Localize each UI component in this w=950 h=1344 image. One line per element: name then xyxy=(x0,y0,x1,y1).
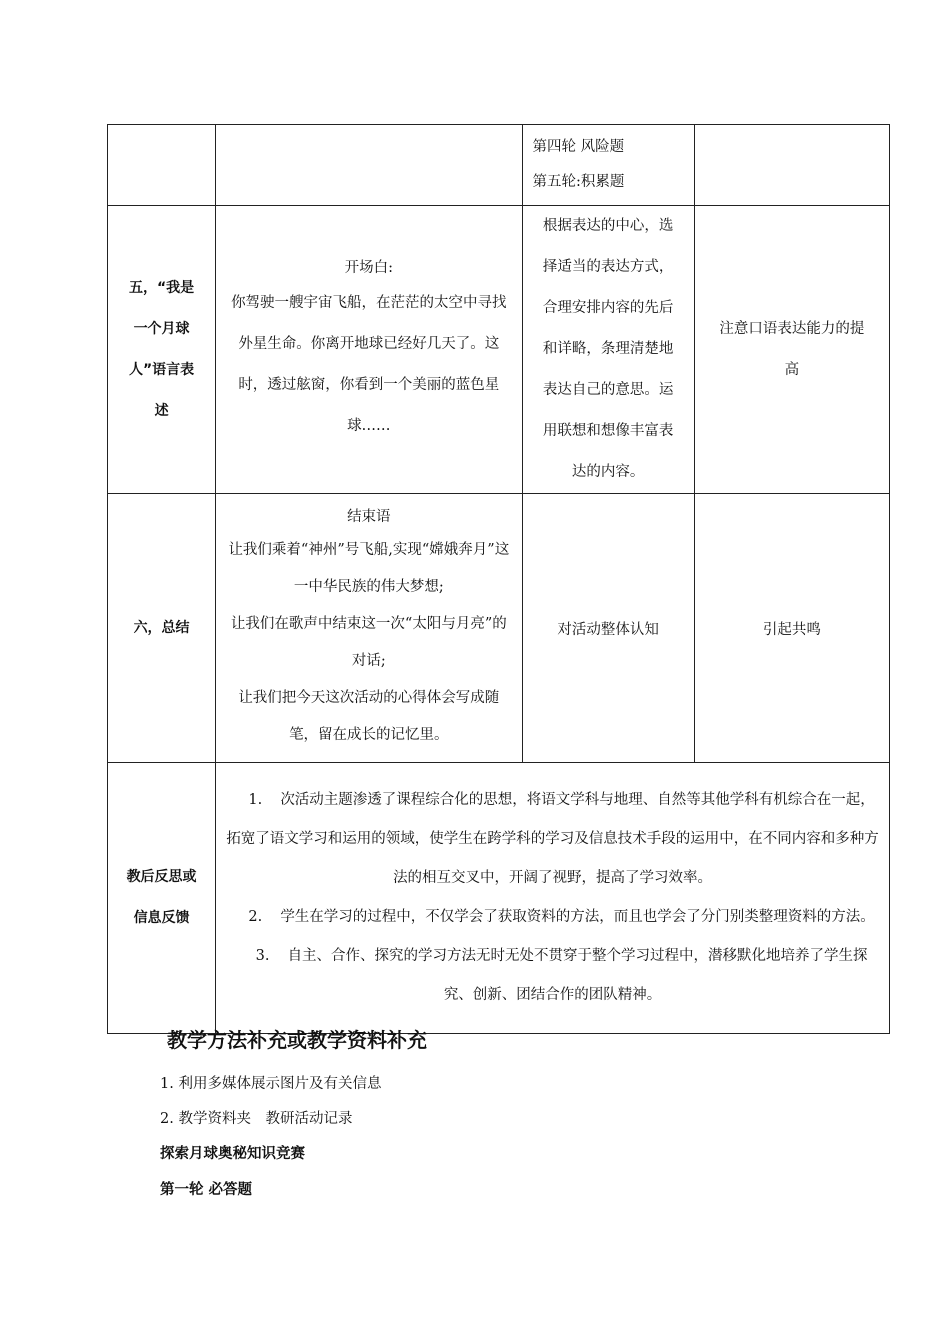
content-line: 让我们把今天这次活动的心得体会写成随笔，留在成长的记忆里。 xyxy=(238,690,500,743)
content-cell xyxy=(216,206,522,494)
goal-cell: 对活动整体认知 xyxy=(522,494,694,763)
item-number: 1. xyxy=(248,792,263,808)
stage-cell: 教后反思或信息反馈 xyxy=(108,763,216,1034)
lesson-plan-table xyxy=(107,124,890,1034)
quiz-title: 探索月球奥秘知识竞赛 xyxy=(160,1146,305,1162)
item-number: 2. xyxy=(248,909,263,925)
stage-cell: 五，“我是一个月球人”语言表述 xyxy=(108,206,216,494)
reflection-item xyxy=(224,937,881,1015)
list-item: 1. 利用多媒体展示图片及有关信息 xyxy=(160,1076,382,1092)
content-line: 让我们乘着“神州”号飞船,实现“嫦娥奔月”这一中华民族的伟大梦想; xyxy=(228,542,510,595)
content-line: 结束语 xyxy=(347,509,391,525)
content-line: 开场白: xyxy=(344,259,394,276)
section-heading: 教学方法补充或教学资料补充 xyxy=(167,1028,427,1052)
stage-cell: 六，总结 xyxy=(108,494,216,763)
quiz-round: 第一轮 必答题 xyxy=(160,1182,253,1198)
list-item: 2. 教学资料夹 教研活动记录 xyxy=(160,1111,353,1127)
content-cell xyxy=(216,494,522,763)
goal-cell xyxy=(522,125,694,206)
item-number: 3. xyxy=(255,948,270,964)
table-row xyxy=(108,494,890,763)
content-line: 你驾驶一艘宇宙飞船，在茫茫的太空中寻找外星生命。你离开地球已经好几天了。这时，透过舷窗，你看到一个美丽的蓝色星球…… xyxy=(231,294,507,434)
note-cell: 注意口语表达能力的提高 xyxy=(694,206,889,494)
goal-line: 第五轮:积累题 xyxy=(532,174,625,190)
content-line: 让我们在歌声中结束这一次“太阳与月亮”的对话; xyxy=(230,616,507,669)
item-text: 次活动主题渗透了课程综合化的思想，将语文学科与地理、自然等其他学科有机综合在一起，拓宽了语文学习和运用的领域，使学生在跨学科的学习及信息技术手段的运用中，在不同内容和多种方法的相互交叉中，开阔了视野，提高了学习效率。 xyxy=(226,792,879,886)
goal-cell: 根据表达的中心，选择适当的表达方式，合理安排内容的先后和详略，条理清楚地表达自己的意思。运用联想和想像丰富表达的内容。 xyxy=(522,206,694,494)
table-row xyxy=(108,763,890,1034)
note-cell: 引起共鸣 xyxy=(694,494,889,763)
item-text: 学生在学习的过程中，不仅学会了获取资料的方法，而且也学会了分门别类整理资料的方法。 xyxy=(280,909,875,925)
item-text: 自主、合作、探究的学习方法无时无处不贯穿于整个学习过程中，潜移默化地培养了学生探究、创新、团结合作的团队精神。 xyxy=(287,948,868,1003)
reflection-cell xyxy=(216,763,890,1034)
reflection-item xyxy=(224,898,881,937)
note-cell xyxy=(694,125,889,206)
goal-line: 第四轮 风险题 xyxy=(532,139,625,155)
reflection-item xyxy=(224,781,881,898)
table-row xyxy=(108,125,890,206)
table-row xyxy=(108,206,890,494)
stage-cell xyxy=(108,125,216,206)
content-cell xyxy=(216,125,522,206)
